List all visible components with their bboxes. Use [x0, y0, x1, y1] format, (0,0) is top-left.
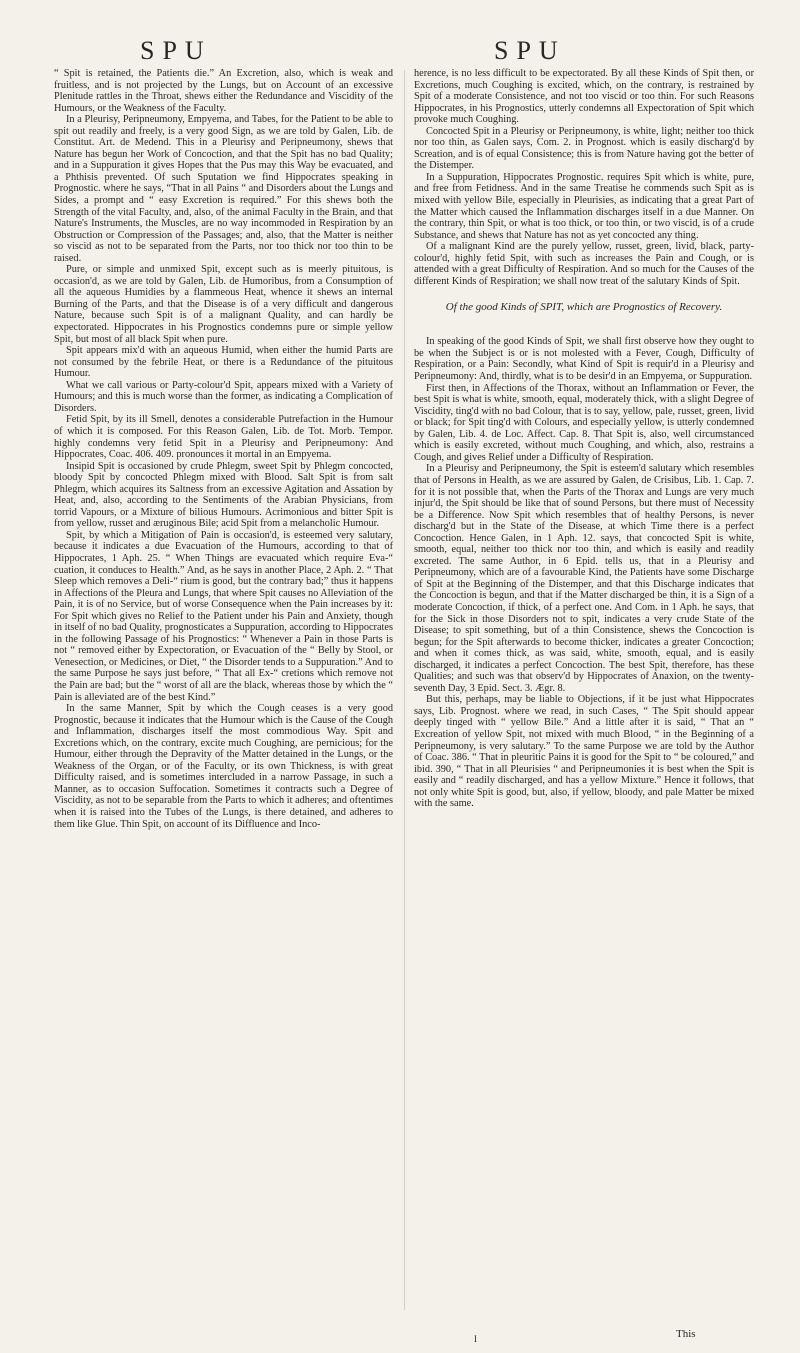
- paragraph: Insipid Spit is occasioned by crude Phlegm, sweet Spit by Phlegm concocted, bloody Spit by concocted Phlegm mixed with Blood. Salt Spit is from salt Phlegm, which acquires its Saltness from an excessive Agitation and Assation by Heat, and, also, according to the Sentiments of the Arabian Physicians, from torrid Vapours, or a Mixture of bilious Humours. Acrimonious and bitter Spit is from yellow, russet and æruginous Bile; acid Spit from a melancholic Humour.: [54, 460, 393, 530]
- section-heading: Of the good Kinds of SPIT, which are Prognostics of Recovery.: [445, 301, 723, 314]
- paragraph: Spit, by which a Mitigation of Pain is occasion'd, is esteemed very salutary, because it indicates a due Evacuation of the Humours, according to that of Hippocrates, 1 Aph. 25. “ When Things are evacuated which require Eva-“ cuation, it conduces to Health.” And, as he says in another Place, 2 Aph. 2. “ That Sleep which removes a Deli-“ rium is good, but the contrary bad;” thus it happens in Affections of the Pleura and Lungs, that where Spit causes no Alleviation of the Pain, it is of no Service, but of worse Consequence when the Pain increases by it: For Spit which gives no Relief to the Patient under his Pain and Anxiety, though in itself of no bad Quality, prognosticates a Suppuration, according to Hippocrates in the following Passage of his Prognostics: “ Whenever a Pain in those Parts is not “ removed either by Expectoration, or Evacuation of the “ Belly by Stool, or Venesection, or Medicines, or Diet, “ the Disorder tends to a Suppuration.” And to the same Purpose he says just before, “ That all Ex-“ cretions which remove not the Pain are bad; but the “ worst of all are the black, whereas those by which the “ Pain is alleviated are of the best Kind.”: [54, 529, 393, 703]
- paragraph: First then, in Affections of the Thorax, without an Inflammation or Fever, the best Spit is what is white, smooth, equal, moderately thick, with a slight Degree of Viscidity, ting'd with no bad Colour, that is to say, yellow, pale, russet, green, livid or black; for Spit ting'd with Colours, and especially yellow, is utterly condemned by Galen, Lib. 4. de Loc. Affect. Cap. 8. That Spit is, also, well circumstanced which is easily excreted, without much Coughing, and which, also, restrains a Cough, and gives Relief under a Difficulty of Respiration.: [414, 382, 754, 463]
- paragraph: Spit appears mix'd with an aqueous Humid, when either the humid Parts are not consumed by the febrile Heat, or there is a Redundance of the pituitous Humour.: [54, 345, 393, 380]
- signature-mark: I: [474, 1334, 477, 1344]
- paragraph: Concocted Spit in a Pleurisy or Peripneumony, is white, light; neither too thick nor too thin, as Galen says, Com. 2. in Prognost. which is easily discharg'd by Screation, and is of equal Consistence; this is from Nature having got the better of the Distemper.: [414, 125, 754, 172]
- column-divider: [404, 70, 405, 1310]
- running-head-right: SPU: [494, 36, 566, 65]
- right-column: [414, 68, 754, 810]
- paragraph: In a Suppuration, Hippocrates Prognostic. requires Spit which is white, pure, and free from Fetidness. And in the same Treatise he commends such Spit as is mixed with yellow Bile, especially in Pleurisies, as indicating that a great Part of the Matter which caused the Inflammation discharges itself in a due Manner. On the contrary, thin Spit, or what is too thick, or too thin, or two viscid, is of a crude Substance, and shews that Nature has not as yet concocted any thing.: [414, 171, 754, 241]
- paragraph: Fetid Spit, by its ill Smell, denotes a considerable Putrefaction in the Humour of which it is composed. For this Reason Galen, Lib. de Tot. Morb. Tempor. highly condemns very fetid Spit in a Pleurisy and Peripneumony: And Hippocrates, Coac. 406. 409. pronounces it mortal in an Empyema.: [54, 414, 393, 461]
- paragraph: Pure, or simple and unmixed Spit, except such as is meerly pituitous, is occasion'd, as we are told by Galen, Lib. de Humoribus, from a Consumption of all the aqueous Humidies by a flammeous Heat, whence it shews an internal Burning of the Parts, and that the Disease is of a very difficult and dangerous Nature, because such Spit is of a malignant Quality, and can hardly be expectorated. Hippocrates in his Prognostics condemns pure or simple yellow Spit, but most of all black Spit when pure.: [54, 264, 393, 345]
- running-head-left: SPU: [140, 36, 212, 65]
- paragraph: What we call various or Party-colour'd Spit, appears mixed with a Variety of Humours; and this is much worse than the former, as indicating a Complication of Disorders.: [54, 379, 393, 414]
- catchword: This: [676, 1328, 696, 1340]
- paragraph: In a Pleurisy, Peripneumony, Empyema, and Tabes, for the Patient to be able to spit out readily and freely, is a very good Sign, as we are told by Galen, Lib. de Constitut. Art. de Medend. This in a Pleurisy and Peripneumony, shews that Nature has begun her Work of Concoction, and that the Spit has no bad Quality; and in a Suppuration it gives Hopes that the Pus may this Way be evacuated, and a Phthisis prevented. Of such Sputation we find Hippocrates speaking in Prognostic. where he says, “That in all Pains “ and Disorders about the Lungs and Sides, a prompt and “ easy Excretion is required.” For this shews both the Strength of the vital Faculty, and, also, of the animal Faculty in the Brain, and that Nature's Instruments, the Muscles, are no way incommoded in Respiration by an Obstruction or Compression of the Passages; and, also, that the Matter is neither so viscid as not to be separated from the Parts, nor too thick nor too thin to be raised.: [54, 114, 393, 264]
- paragraph: But this, perhaps, may be liable to Objections, if it be just what Hippocrates says, Lib. Prognost. where we read, in such Cases, “ The Spit should appear deeply tinged with “ yellow Bile.” And a little after it is said, “ That an “ Excreation of yellow Spit, not mixed with much Blood, “ in the Beginning of a Peripneumony, is very salutary.” To the same Purpose we are told by the Author of Coac. 386. “ That in pleuritic Pains it is good for the Spit to “ be coloured,” and ibid. 390, “ That in all Pleurisies “ and Peripneumonies it is best when the Spit is easily and “ readily discharged, and has a yellow Mixture.” Hence it follows, that not only white Spit is good, but, also, if yellow, bloody, and pale Matter be mixed with the same.: [414, 694, 754, 810]
- paragraph: “ Spit is retained, the Patients die.” An Excretion, also, which is weak and fruitless, and is not projected by the Lungs, but on Account of an excessive Plenitude rattles in the Throat, shews either the Redundance and Viscidity of the Humours, or the Weakness of the Faculty.: [54, 68, 393, 114]
- paragraph: herence, is no less difficult to be expectorated. By all these Kinds of Spit then, or Excretions, much Coughing is excited, which, on the contrary, is restrained by Spit of a moderate Consistence, and not too viscid or too thin. For such Reasons Hippocrates, in his Prognostics, utterly condemns all Expectoration of Spit which provoke much Coughing.: [414, 68, 754, 126]
- left-column: [54, 68, 393, 830]
- paragraph: In a Pleurisy and Peripneumony, the Spit is esteem'd salutary which resembles that of Persons in Health, as we are assured by Galen, de Crisibus, Lib. 1. Cap. 7. for it is not possible that, when the Parts of the Thorax and Lungs are very much injur'd, the Spit should be like that of sound Persons, but there must of Necessity be a Difference. Now Spit which resembles that of healthy Persons, is never discharg'd but in the State of the Disease, at which Time there is a perfect Concoction. Hence Galen, in 1 Aph. 12. says, that concocted Spit is white, smooth, equal, neither too thick nor too thin, and which is easily and readily excreted. The same Author, in 6 Epid. tells us, that in a Pleurisy and Peripneumony, which are of a favourable Kind, the Patients have some Discharge of Spit at the Beginning of the Distemper, and that this Discharge indicates that the Concoction is begun, and that if the Matter discharged be thin, it is a Sign of a moderate Concoction, if thick, of a perfect one. And Com. in 1 Aph. he says, that for the Sick in those Disorders not to spit, indicates a very crude State of the Disease; to spit something, but of a thin Consistence, shews the Concoction is begun; for the Spit afterwards to become thicker, indicates a greater Concoction; and when it comes thick, as was said, white, smooth, equal, and is easily discharged, it indicates a perfect Concoction. The best Spit, therefore, has these Qualities; and such was that observ'd by Hippocrates of Anaxion, on the twenty-seventh Day, 3 Epid. Sect. 3. Ægr. 8.: [414, 463, 754, 694]
- paragraph: In the same Manner, Spit by which the Cough ceases is a very good Prognostic, because it indicates that the Humour which is the Cause of the Cough and Inflammation, discharges itself the most commodious Way. Spit and Excretions which, on the contrary, excite much Coughing, are pernicious; for the Humour, either through the Depravity of the Matter detained in the Lungs, or the Weakness of the Organ, or of the Faculty, or its own Thickness, is with great Difficulty raised, and is sometimes intercluded in a narrow Passage, in such a Manner, as to occasion Suffocation. Sometimes it contracts such a Degree of Viscidity, as not to be separable from the Parts to which it adheres; and oftentimes when it is raised into the Tubes of the Lungs, is there detained, and adheres to them like Glue. Thin Spit, on account of its Diffluence and Inco-: [54, 703, 393, 830]
- paragraph: Of a malignant Kind are the purely yellow, russet, green, livid, black, party-colour'd, highly fetid Spit, with such as increases the Pain and Cough, or is attended with a great Difficulty of Respiration. And so much for the Causes of the different Kinds of Respiration; we shall now treat of the salutary Kinds of Spit.: [414, 241, 754, 287]
- paragraph: In speaking of the good Kinds of Spit, we shall first observe how they ought to be when the Subject is or is not molested with a Fever, Cough, Difficulty of Respiration, or a Pain: Secondly, what Kind of Spit is requir'd in a Pleurisy and Peripneumony: And, thirdly, what is to be desir'd in an Empyema, or Suppuration.: [414, 336, 754, 383]
